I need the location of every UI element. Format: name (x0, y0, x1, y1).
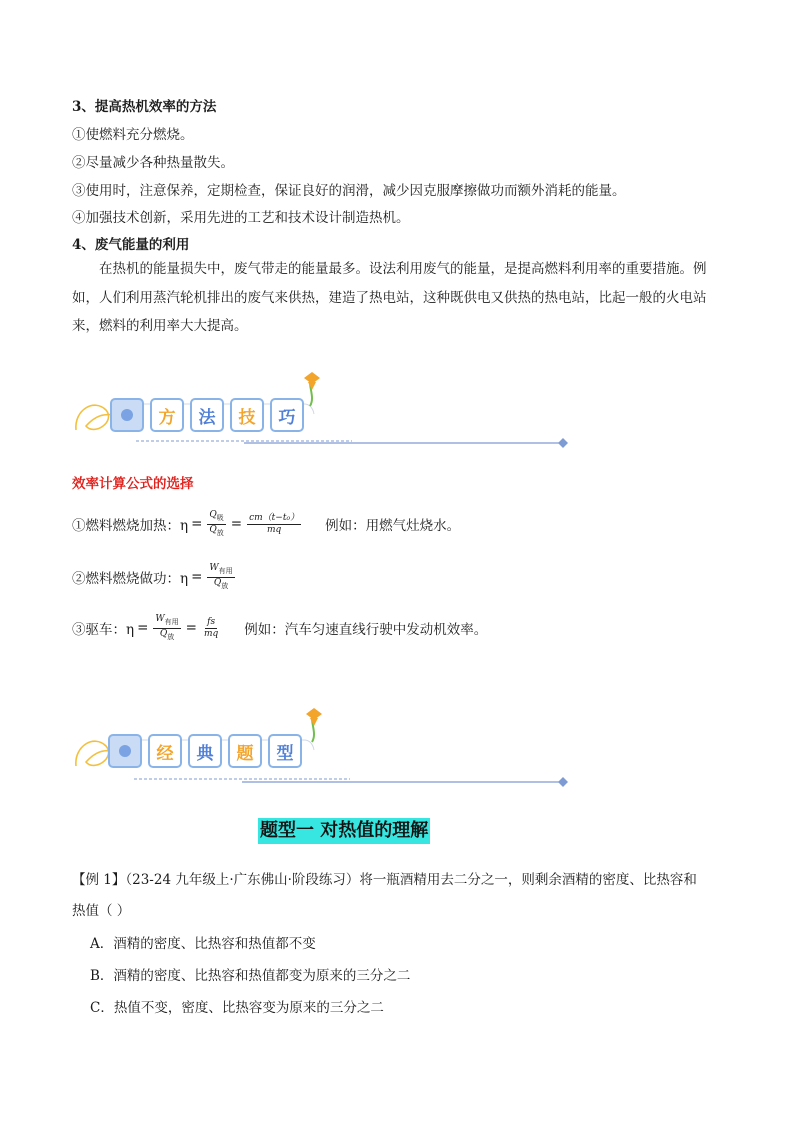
formula-1-label: ①燃料燃烧加热：η (72, 518, 189, 535)
classic-banner (72, 704, 592, 804)
section3-heading: 3、提高热机效率的方法 (72, 99, 217, 115)
banner2-char-2: 典 (188, 734, 222, 768)
section3-item-4: ④加强技术创新，采用先进的工艺和技术设计制造热机。 (72, 210, 410, 226)
banner2-char-3: 题 (228, 734, 262, 768)
banner2-char-1: 经 (148, 734, 182, 768)
example1-stem-line1: 【例 1】（23-24 九年级上·广东佛山·阶段练习）将一瓶酒精用去二分之一，则剩余酒精的密度、比热容和 (72, 872, 697, 888)
banner-char-2: 法 (190, 398, 224, 432)
formula-3-example: 例如：汽车匀速直线行驶中发动机效率。 (244, 622, 488, 639)
section3-item-3: ③使用时，注意保养，定期检查，保证良好的润滑，减少因克服摩擦做功而额外消耗的能量。 (72, 183, 626, 199)
banner-dot-badge (108, 734, 142, 768)
example1-option-b: B．酒精的密度、比热容和热值都变为原来的三分之二 (90, 968, 411, 984)
banner-dot-badge (110, 398, 144, 432)
section4-paragraph: 在热机的能量损失中，废气带走的能量最多。设法利用废气的能量，是提高燃料利用率的重要措施。例如，人们利用蒸汽轮机排出的废气来供热，建造了热电站，这种既供电又供热的热电站，比起一般的火电站来，燃料的利用率大大提高。 (72, 261, 707, 334)
formula-2: ②燃料燃烧做功：η = $\frac{W_{有用}}{Q_放}$ (72, 563, 233, 590)
banner-char-3: 技 (230, 398, 264, 432)
formula-1-example: 例如：用燃气灶烧水。 (325, 518, 461, 535)
dot-icon (119, 745, 131, 757)
formula-1-frac-a: $\frac{Q_吸}{Q_放}$ (209, 510, 224, 537)
example1-stem-line2: 热值（ ） (72, 903, 131, 919)
banner-char-4: 巧 (270, 398, 304, 432)
formula-2-frac: $\frac{W_{有用}}{Q_放}$ (209, 563, 233, 590)
example1-option-c: C．热值不变，密度、比热容变为原来的三分之二 (90, 1000, 384, 1016)
formula-1-frac-b: $\frac{\text{cm（t−t₀）}}{mq}$ (249, 512, 300, 535)
question-type-title: 题型一 对热值的理解 (258, 818, 430, 844)
method-heading: 效率计算公式的选择 (72, 476, 194, 492)
banner-char-1: 方 (150, 398, 184, 432)
dot-icon (121, 409, 133, 421)
section4-heading: 4、废气能量的利用 (72, 237, 190, 253)
formula-3-label: ③驱车：η (72, 622, 135, 639)
formula-2-label: ②燃料燃烧做功：η (72, 571, 189, 588)
formula-3: ③驱车：η = $\frac{W_{有用}}{Q_放}$ = $\frac{fs}{mq}$ 例如：汽车匀速直线行驶中发动机效率。 (72, 614, 488, 641)
formula-1: ①燃料燃烧加热：η = $\frac{Q_吸}{Q_放}$ = $\frac{\text{cm（t−t₀）}}{mq}$ 例如：用燃气灶烧水。 (72, 510, 461, 537)
example1-option-a: A．酒精的密度、比热容和热值都不变 (90, 936, 316, 952)
formula-3-frac-b: $\frac{fs}{mq}$ (203, 616, 219, 639)
formula-3-frac-a: $\frac{W_{有用}}{Q_放}$ (155, 614, 179, 641)
banner2-char-4: 型 (268, 734, 302, 768)
section3-item-1: ①使燃料充分燃烧。 (72, 127, 194, 143)
section3-item-2: ②尽量减少各种热量散失。 (72, 155, 234, 171)
method-banner (72, 368, 592, 468)
